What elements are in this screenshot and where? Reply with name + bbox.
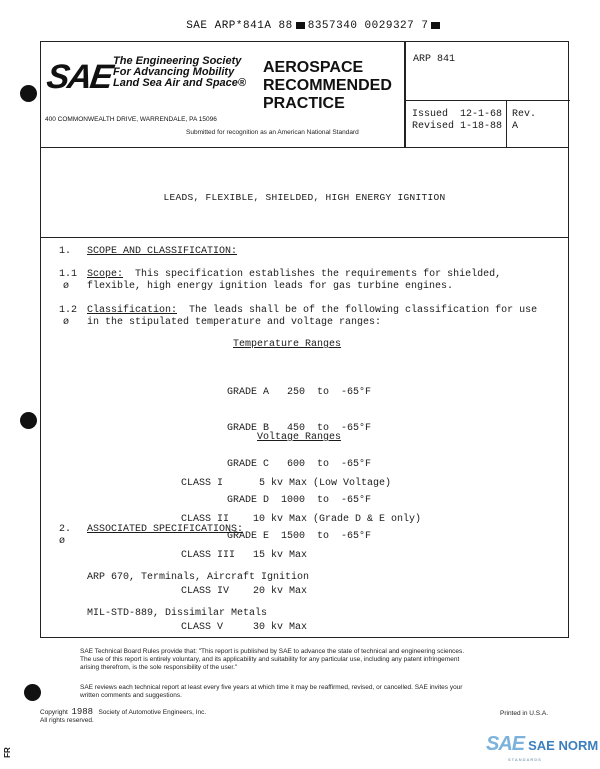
punch-hole: [20, 412, 37, 429]
copyright-label: Copyright: [40, 709, 68, 716]
watermark-logo: SAE: [486, 733, 525, 755]
arp-number: ARP 841: [413, 54, 456, 65]
scope-text: This specification establishes the requirements for shielded,: [123, 269, 502, 280]
rules-line: The use of this report is entirely voluntary, and its applicability and suitability for any particular use, including any patent infringement: [80, 656, 460, 663]
watermark-subtext: STANDARDS: [508, 757, 542, 762]
scope-label: Scope:: [87, 269, 124, 280]
revision: [512, 109, 536, 133]
tagline-line: Land Sea Air and Space®: [113, 77, 247, 89]
section-1-2-line-2: in the stipulated temperature and voltage ranges:: [87, 317, 382, 328]
punch-hole: [24, 684, 41, 701]
temperature-row: GRADE D 1000 to -65°F: [227, 495, 372, 506]
society-tagline: [113, 56, 246, 89]
doc-type-line: PRACTICE: [263, 95, 345, 112]
rules-line: SAE Technical Board Rules provide that: "This report is published by SAE to advance the state of technical and engineering sciences.: [80, 648, 465, 655]
document-type: [263, 59, 392, 113]
scan-header-left: SAE ARP*841A 88: [186, 20, 293, 32]
temperature-row: GRADE E 1500 to -65°F: [227, 531, 372, 542]
copyright-year: 1988: [71, 707, 94, 717]
voltage-row: CLASS I 5 kv Max (Low Voltage): [181, 478, 392, 489]
rev-label: Rev.: [512, 109, 537, 120]
rules-line: arising therefrom, is the sole responsibility of the user.": [80, 664, 238, 671]
temperature-heading: Temperature Ranges: [233, 339, 342, 350]
scan-block-mark: [431, 22, 440, 29]
temperature-row: GRADE A 250 to -65°F: [227, 387, 372, 398]
change-mark: ø: [63, 317, 70, 328]
submitted-note: Submitted for recognition as an American National Standard: [186, 129, 359, 136]
change-mark: ø: [63, 281, 70, 292]
voltage-row: CLASS V 30 kv Max: [181, 622, 308, 633]
doc-type-line: AEROSPACE: [263, 59, 364, 76]
rights-reserved: All rights reserved.: [40, 717, 94, 724]
doc-type-line: RECOMMENDED: [263, 77, 392, 94]
section-1-2-number: 1.2: [59, 305, 78, 316]
title-band: [41, 147, 568, 238]
section-1-2-line-1: [87, 305, 537, 317]
tagline-line: For Advancing Mobility: [113, 66, 235, 78]
issued-date: Issued 12-1-68: [412, 109, 503, 120]
divider: [506, 101, 507, 148]
voltage-row: CLASS IV 20 kv Max: [181, 586, 308, 597]
associated-specs-list: [87, 548, 309, 644]
classification-label: Classification:: [87, 305, 178, 316]
voltage-row: CLASS III 15 kv Max: [181, 550, 308, 561]
document-title: LEADS, FLEXIBLE, SHIELDED, HIGH ENERGY IGNITION: [163, 192, 446, 203]
copyright-org: Society of Automotive Engineers, Inc.: [98, 709, 207, 716]
revised-date: Revised 1-18-88: [412, 121, 503, 132]
issue-info-box: [404, 100, 570, 148]
spec-item: MIL-STD-889, Dissimilar Metals: [87, 608, 268, 619]
watermark-text: SAE NORM: [528, 738, 599, 753]
change-mark: ø: [59, 536, 66, 547]
section-1-1-line-1: [87, 269, 501, 281]
scan-block-mark: [296, 22, 305, 29]
address: 400 COMMONWEALTH DRIVE, WARRENDALE, PA 15096: [45, 116, 217, 123]
classification-text: The leads shall be of the following classification for use: [177, 305, 538, 316]
printed-in: Printed in U.S.A.: [500, 710, 549, 717]
section-2-heading: ASSOCIATED SPECIFICATIONS:: [87, 524, 244, 535]
spec-item: ARP 670, Terminals, Aircraft Ignition: [87, 572, 310, 583]
copyright: [40, 708, 206, 725]
section-1-heading: SCOPE AND CLASSIFICATION:: [87, 246, 238, 257]
scan-header: [172, 8, 443, 32]
voltage-row: CLASS II 10 kv Max (Grade D & E only): [181, 514, 422, 525]
issue-dates: [412, 109, 502, 133]
review-notice: [80, 684, 462, 700]
sae-norm-watermark: [486, 733, 599, 762]
review-line: SAE reviews each technical report at least every five years at which time it may be reaffirmed, revised, or cancelled. SAE invites your: [80, 684, 463, 691]
voltage-heading: Voltage Ranges: [257, 432, 342, 443]
review-line: written comments and suggestions.: [80, 692, 182, 699]
section-1-number: 1.: [59, 246, 72, 257]
sae-logo: SAE: [44, 58, 114, 96]
document-header: [41, 42, 568, 148]
section-1-1-number: 1.1: [59, 269, 78, 280]
scan-header-right: 8357340 0029327 7: [307, 20, 429, 32]
tagline-line: The Engineering Society: [113, 55, 242, 67]
technical-board-rules: [80, 648, 464, 672]
edge-mark: FR: [2, 747, 12, 758]
temperature-row: GRADE B 450 to -65°F: [227, 423, 372, 434]
section-1-1-line-2: flexible, high energy ignition leads for gas turbine engines.: [87, 281, 454, 292]
section-2-number: 2.: [59, 524, 72, 535]
document-frame: [40, 41, 569, 638]
temperature-row: GRADE C 600 to -65°F: [227, 459, 372, 470]
punch-hole: [20, 85, 37, 102]
rev-value: A: [512, 121, 519, 132]
